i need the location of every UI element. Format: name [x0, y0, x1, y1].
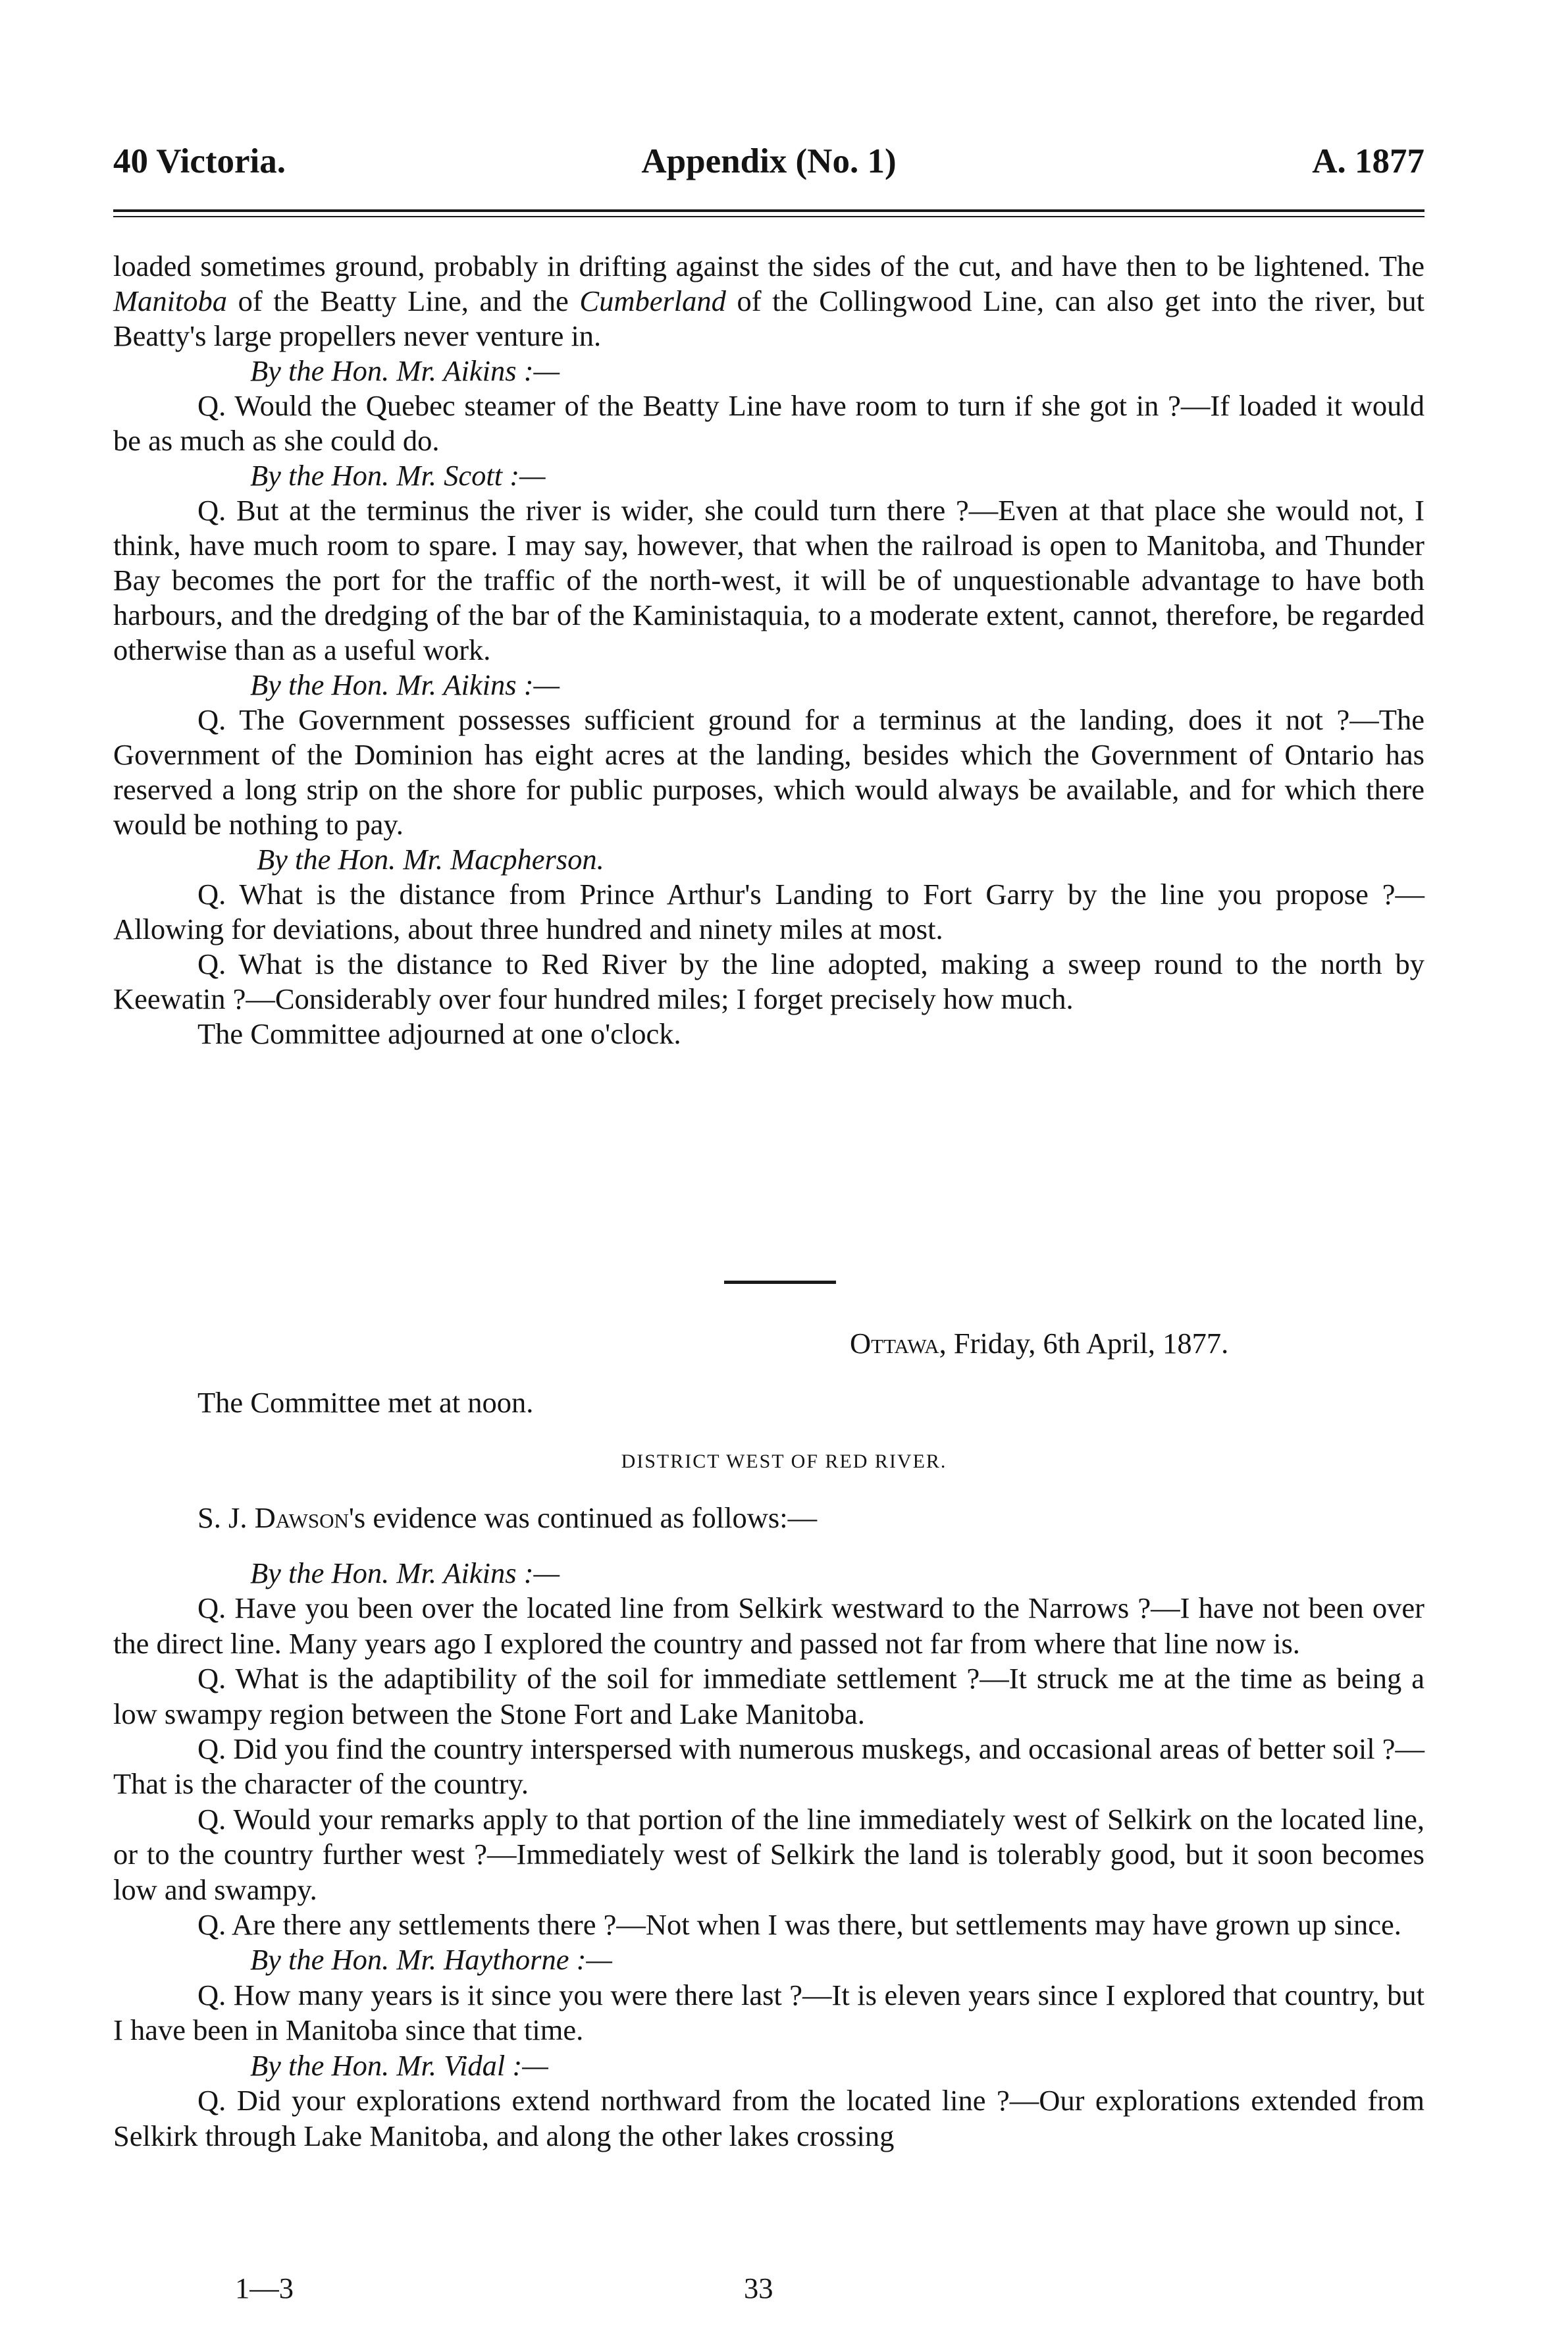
examiner-heading: By the Hon. Mr. Aikins :—	[250, 354, 560, 387]
adjournment-note: The Committee adjourned at one o'clock.	[197, 1017, 681, 1050]
dateline-date: , Friday, 6th April, 1877.	[939, 1327, 1229, 1360]
question-answer: Q. How many years is it since you were there last ?—It is eleven years since I explored that country, but I have been in Manitoba since that time.	[113, 1978, 1424, 2047]
page-number: 33	[744, 2272, 773, 2304]
ship-name: Manitoba	[113, 284, 228, 317]
question-answer: Q. What is the adaptibility of the soil for immediate settlement ?—It struck me at the time as being a low swampy region between the Stone Fort and Lake Manitoba.	[113, 1662, 1424, 1730]
examiner-heading: By the Hon. Mr. Aikins :—	[250, 1556, 560, 1589]
examiner-heading: By the Hon. Mr. Haythorne :—	[250, 1943, 612, 1977]
question-answer: Q. Did your explorations extend northward from the located line ?—Our explorations extended from Selkirk through Lake Manitoba, and along the other lakes crossing	[113, 2084, 1424, 2152]
examiner-heading: By the Hon. Mr. Macpherson.	[257, 843, 604, 876]
evidence-intro: S. J. Dawson's evidence was continued as follows:—	[197, 1501, 818, 1534]
dateline-city: Ottawa	[850, 1327, 939, 1360]
question-answer: Q. Did you find the country interspersed with numerous muskegs, and occasional areas of better soil ?—That is the character of the country.	[113, 1732, 1424, 1801]
examiner-heading: By the Hon. Mr. Aikins :—	[250, 668, 560, 701]
question-answer: Q. Have you been over the located line from Selkirk westward to the Narrows ?—I have not been over the direct line. Many years ago I explored the country and passed not far from where that line now is.	[113, 1591, 1424, 1660]
examiner-heading: By the Hon. Mr. Vidal :—	[250, 2048, 548, 2082]
section-separator	[724, 1281, 836, 1284]
page-footer	[113, 2268, 1424, 2308]
ship-name: Cumberland	[579, 284, 726, 317]
question-answer: Q. What is the distance to Red River by the line adopted, making a sweep round to the north by Keewatin ?—Considerably over four hundred miles; I forget precisely how much.	[113, 947, 1424, 1015]
testimony-new-session	[113, 1556, 1424, 2154]
question-answer: Q. Would the Quebec steamer of the Beatty Line have room to turn if she got in ?—If loaded it would be as much as she could do.	[113, 389, 1424, 457]
paragraph-continued: loaded sometimes ground, probably in drifting against the sides of the cut, and have then to be lightened. The Manitoba of the Beatty Line, and the Cumberland of the Collingwood Line, can also get into the river, but Beatty's large propellers never venture in.	[113, 250, 1424, 352]
witness-name: Dawson	[254, 1501, 349, 1534]
header-appendix: Appendix (No. 1)	[641, 142, 897, 180]
testimony-continued	[113, 249, 1424, 1051]
section-subheading: DISTRICT WEST OF RED RIVER.	[621, 1450, 947, 1472]
running-header	[113, 135, 1424, 188]
header-year: A. 1877	[1312, 142, 1424, 180]
question-answer: Q. What is the distance from Prince Arthur's Landing to Fort Garry by the line you propose ?—Allowing for deviations, about three hundred and ninety miles at most.	[113, 878, 1424, 945]
signature-mark: 1—3	[235, 2272, 294, 2304]
question-answer: Q. But at the terminus the river is wider, she could turn there ?—Even at that place she would not, I think, have much room to spare. I may say, however, that when the railroad is open to Manitoba, and Thunder Bay becomes the port for the traffic of the north-west, it will be of unquestionable advantage to have both harbours, and the dredging of the bar of the Kaministaquia, to a moderate extent, cannot, therefore, be regarded otherwise than as a useful work.	[113, 494, 1424, 666]
question-answer: Q. Would your remarks apply to that portion of the line immediately west of Selkirk on the located line, or to the country further west ?—Immediately west of Selkirk the land is tolerably good, but it soon becomes low and swampy.	[113, 1802, 1424, 1906]
dateline	[850, 1323, 1228, 1363]
examiner-heading: By the Hon. Mr. Scott :—	[250, 459, 546, 492]
committee-met-note: The Committee met at noon.	[197, 1386, 534, 1419]
header-session: 40 Victoria.	[113, 142, 286, 180]
question-answer: Q. Are there any settlements there ?—Not when I was there, but settlements may have grown up since.	[197, 1908, 1401, 1942]
header-double-rule	[113, 209, 1424, 217]
question-answer: Q. The Government possesses sufficient ground for a terminus at the landing, does it not ?—The Government of the Dominion has eight acres at the landing, besides which the Government of Ontario has reserved a long strip on the shore for public purposes, which would always be available, and for which there would be nothing to pay.	[113, 703, 1424, 841]
